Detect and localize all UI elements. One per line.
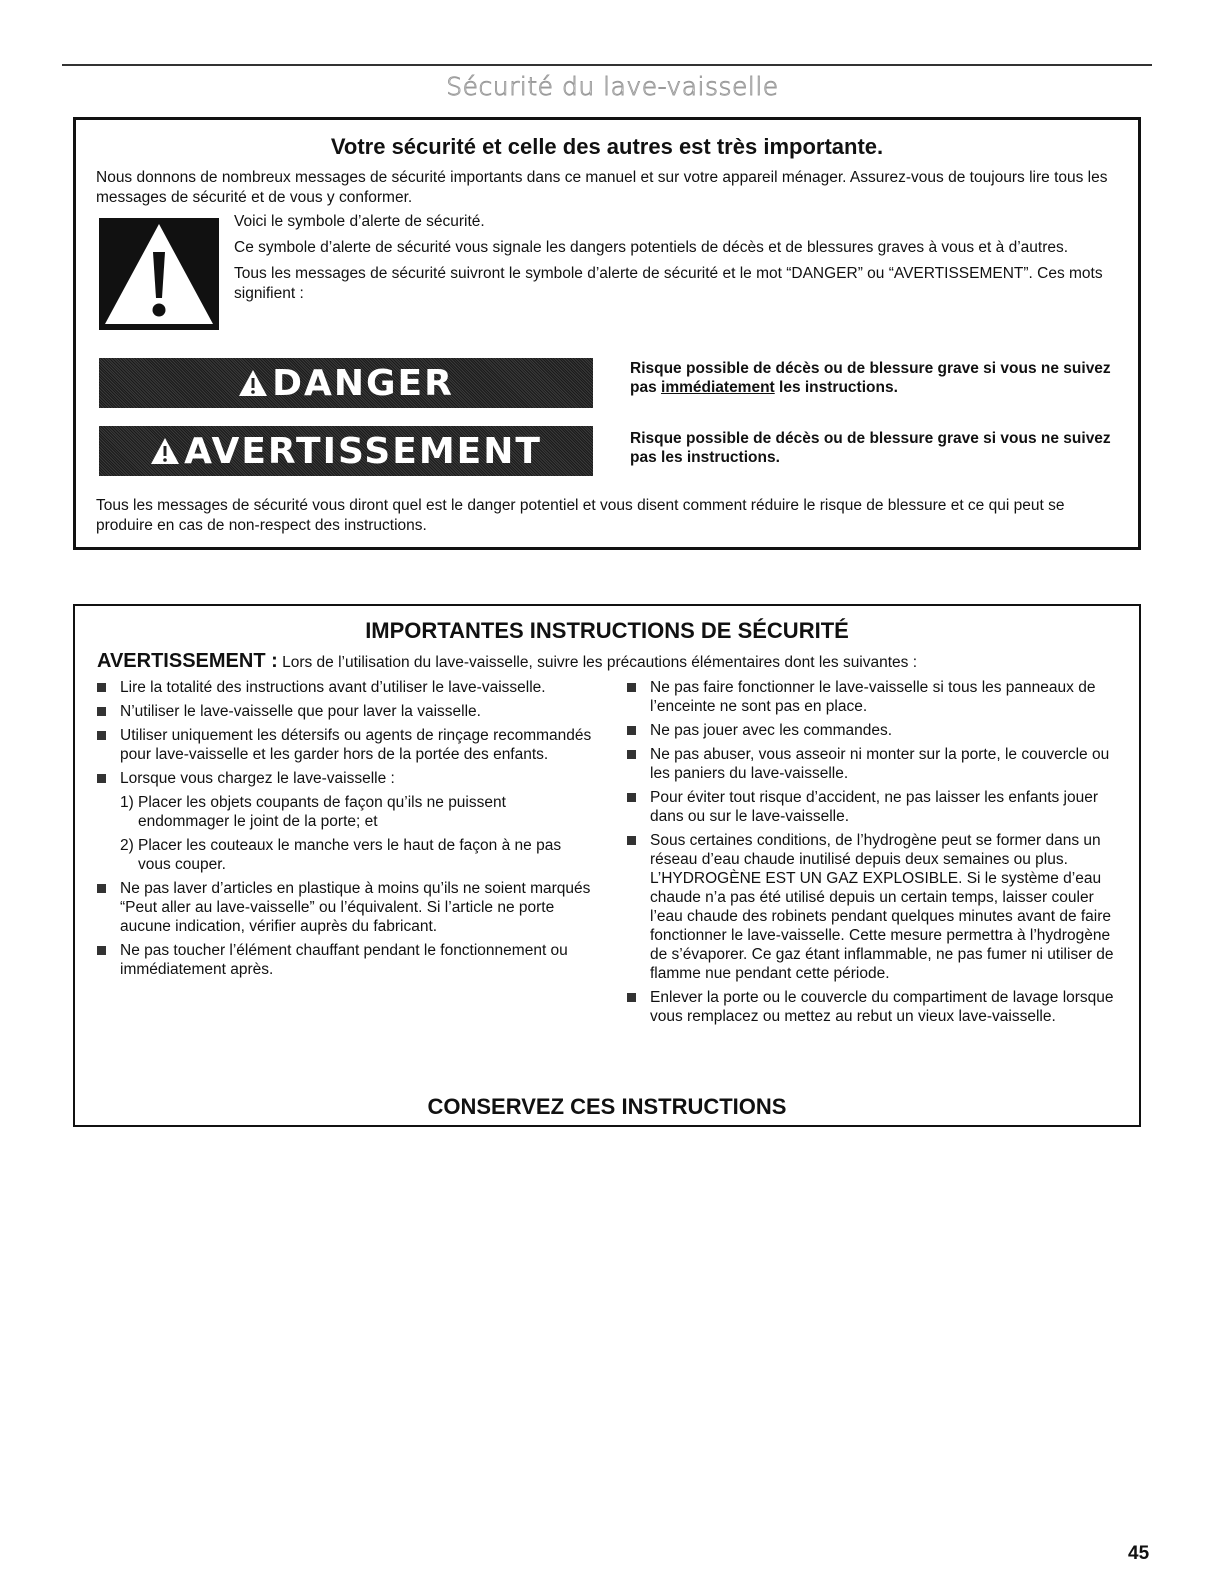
list-item-text: Ne pas toucher l’élément chauffant pendant le fonctionnement ou immédiatement après. bbox=[120, 942, 568, 978]
safety-message-box bbox=[73, 117, 1141, 550]
instructions-box bbox=[73, 604, 1141, 1127]
square-bullet-icon bbox=[97, 774, 106, 783]
avertissement-description: Risque possible de décès ou de blessure grave si vous ne suivez pas les instructions. bbox=[630, 430, 1111, 466]
avertissement-label: AVERTISSEMENT bbox=[184, 430, 542, 472]
alert-line: Tous les messages de sécurité suivront le symbole d’alerte de sécurité et le mot “DANGER” ou “AVERTISSEMENT”. Ces mots signifient : bbox=[234, 265, 1103, 302]
square-bullet-icon bbox=[627, 726, 636, 735]
page-number: 45 bbox=[1128, 1543, 1150, 1564]
list-item bbox=[95, 879, 595, 936]
list-item-text: Utiliser uniquement les détersifs ou agents de rinçage recommandés pour lave-vaisselle et les garder hors de la portée des enfants. bbox=[120, 727, 592, 763]
list-item bbox=[95, 941, 595, 979]
danger-label: DANGER bbox=[272, 362, 454, 404]
square-bullet-icon bbox=[97, 946, 106, 955]
square-bullet-icon bbox=[97, 707, 106, 716]
list-item bbox=[625, 678, 1125, 716]
sub-list-item bbox=[95, 836, 595, 874]
sub-item-number: 2) bbox=[120, 837, 134, 854]
danger-desc-text: Risque possible de décès ou de blessure grave si vous ne suivez pas bbox=[630, 360, 1111, 396]
safety-box-title: Votre sécurité et celle des autres est très importante. bbox=[330, 134, 884, 159]
list-item bbox=[625, 745, 1125, 783]
section-title: Sécurité du lave-vaisselle bbox=[446, 72, 779, 101]
list-item bbox=[95, 678, 595, 697]
square-bullet-icon bbox=[627, 993, 636, 1002]
header-rule bbox=[62, 64, 1152, 66]
alert-line: Voici le symbole d’alerte de sécurité. bbox=[234, 213, 485, 230]
safety-alert-icon bbox=[99, 218, 219, 330]
square-bullet-icon bbox=[627, 683, 636, 692]
list-item-text: Ne pas jouer avec les commandes. bbox=[650, 722, 893, 739]
list-item-text: Lorsque vous chargez le lave-vaisselle : bbox=[120, 770, 395, 787]
square-bullet-icon bbox=[97, 731, 106, 740]
list-item bbox=[95, 702, 595, 721]
warning-triangle-icon bbox=[238, 369, 268, 397]
sub-item-number: 1) bbox=[120, 794, 134, 811]
instructions-left-column bbox=[95, 678, 595, 984]
safety-box-intro: Nous donnons de nombreux messages de sécurité importants dans ce manuel et sur votre appareil ménager. Assurez-vous de toujours lire tous les messages de sécurité et de vous y conformer. bbox=[96, 169, 1108, 206]
safety-box-outro: Tous les messages de sécurité vous diront quel est le danger potentiel et vous disent comment réduire le risque de blessure et ce qui peut se produire en cas de non-respect des instructions. bbox=[96, 497, 1065, 534]
list-item-text: Sous certaines conditions, de l’hydrogène peut se former dans un réseau d’eau chaude inutilisé depuis deux semaines ou plus. L’HYDROGÈNE EST UN GAZ EXPLOSIBLE. Si le système d’eau chaude n’a pas été utilisé depuis un certain temps, laisser couler l’eau chaude des robinets pendant quelques minutes avant de faire fonctionner le lave-vaisselle. Cette mesure permettra à l’hydrogène de s’évaporer. Ce gaz étant inflammable, ne pas fumer ni utiliser de flamme nue pendant cette période. bbox=[650, 832, 1114, 982]
warning-label: AVERTISSEMENT : bbox=[97, 650, 278, 672]
danger-description bbox=[630, 359, 1130, 397]
alert-explanation bbox=[234, 212, 1114, 310]
sub-list-item bbox=[95, 793, 595, 831]
list-item-text: Enlever la porte ou le couvercle du compartiment de lavage lorsque vous remplacez ou mettez au rebut un vieux lave-vaisselle. bbox=[650, 989, 1114, 1025]
list-item-text: Lire la totalité des instructions avant d’utiliser le lave-vaisselle. bbox=[120, 679, 546, 696]
instructions-footer: CONSERVEZ CES INSTRUCTIONS bbox=[427, 1094, 787, 1119]
list-item-text: N’utiliser le lave-vaisselle que pour laver la vaisselle. bbox=[120, 703, 481, 720]
list-item-text: Ne pas abuser, vous asseoir ni monter sur la porte, le couvercle ou les paniers du lave-vaisselle. bbox=[650, 746, 1110, 782]
instructions-right-column bbox=[625, 678, 1125, 1031]
avertissement-signal-banner bbox=[99, 426, 593, 476]
list-item-text: Pour éviter tout risque d’accident, ne pas laisser les enfants jouer dans ou sur le lave-vaisselle. bbox=[650, 789, 1099, 825]
square-bullet-icon bbox=[627, 836, 636, 845]
list-item bbox=[625, 831, 1125, 983]
danger-signal-banner bbox=[99, 358, 593, 408]
list-item-text: Ne pas laver d’articles en plastique à moins qu’ils ne soient marqués “Peut aller au lave-vaisselle” ou l’équivalent. Si l’article ne porte aucune indication, vérifier auprès du fabricant. bbox=[120, 880, 591, 935]
alert-line: Ce symbole d’alerte de sécurité vous signale les dangers potentiels de décès et de blessures graves à vous et à d’autres. bbox=[234, 239, 1069, 256]
warning-triangle-icon bbox=[150, 437, 180, 465]
list-item bbox=[625, 988, 1125, 1026]
danger-desc-emphasis: immédiatement bbox=[661, 379, 775, 396]
sub-item-text: Placer les objets coupants de façon qu’ils ne puissent endommager le joint de la porte; et bbox=[138, 794, 506, 830]
list-item bbox=[95, 726, 595, 764]
list-item bbox=[625, 788, 1125, 826]
square-bullet-icon bbox=[97, 884, 106, 893]
warning-line bbox=[97, 650, 1127, 673]
square-bullet-icon bbox=[627, 793, 636, 802]
instructions-title: IMPORTANTES INSTRUCTIONS DE SÉCURITÉ bbox=[365, 618, 849, 643]
list-item bbox=[95, 769, 595, 788]
square-bullet-icon bbox=[627, 750, 636, 759]
square-bullet-icon bbox=[97, 683, 106, 692]
warning-text: Lors de l’utilisation du lave-vaisselle, suivre les précautions élémentaires dont les suivantes : bbox=[277, 654, 918, 671]
sub-item-text: Placer les couteaux le manche vers le haut de façon à ne pas vous couper. bbox=[138, 837, 562, 873]
list-item-text: Ne pas faire fonctionner le lave-vaisselle si tous les panneaux de l’enceinte ne sont pas en place. bbox=[650, 679, 1096, 715]
danger-desc-text-end: les instructions. bbox=[774, 379, 898, 396]
list-item bbox=[625, 721, 1125, 740]
